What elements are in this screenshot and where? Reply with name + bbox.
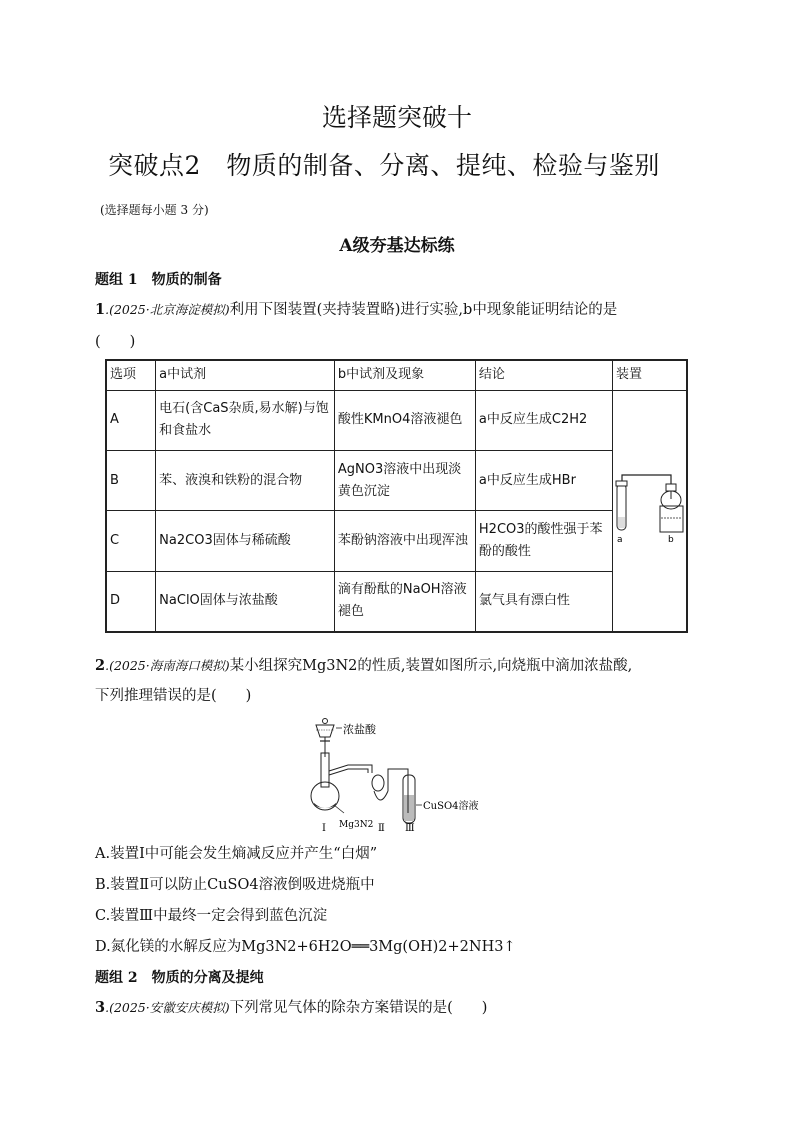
a-reagent-cell: NaClO固体与浓盐酸 xyxy=(156,571,335,631)
table-row xyxy=(106,571,687,631)
header-apparatus: 装置 xyxy=(612,360,687,390)
question-2 xyxy=(95,656,632,676)
apparatus-diagram xyxy=(613,391,686,623)
question-1-answer-paren: ( ) xyxy=(95,334,136,350)
section-title: 选择题突破十 xyxy=(321,103,472,132)
apparatus-label-b: b xyxy=(667,534,674,545)
question-2-option-c: C.装置Ⅲ中最终一定会得到蓝色沉淀 xyxy=(95,908,328,924)
group-2-heading: 题组 2 物质的分离及提纯 xyxy=(95,970,264,986)
label-solution: CuSO4溶液 xyxy=(423,801,479,812)
option-cell: A xyxy=(106,390,156,450)
question-1-source: .(2025·北京海淀模拟) xyxy=(105,302,230,317)
group-1-heading: 题组 1 物质的制备 xyxy=(95,272,222,288)
level-heading: A级夯基达标练 xyxy=(339,236,455,256)
table-row xyxy=(106,390,687,450)
header-option: 选项 xyxy=(106,360,156,390)
question-2-option-d: D.氮化镁的水解反应为Mg3N2+6H2O══3Mg(OH)2+2NH3↑ xyxy=(95,939,516,955)
header-b-reagent: b中试剂及现象 xyxy=(334,360,475,390)
topic-title: 突破点2 物质的制备、分离、提纯、检验与鉴别 xyxy=(108,151,660,180)
conclusion-cell: a中反应生成HBr xyxy=(475,450,612,510)
b-reagent-cell: AgNO3溶液中出现淡黄色沉淀 xyxy=(334,450,475,510)
label-acid: 浓盐酸 xyxy=(343,723,376,736)
question-3 xyxy=(95,998,487,1018)
table-header-row xyxy=(106,360,687,390)
header-a-reagent: a中试剂 xyxy=(156,360,335,390)
b-reagent-cell: 酸性KMnO4溶液褪色 xyxy=(334,390,475,450)
question-2-number: 2 xyxy=(95,657,106,674)
option-cell: C xyxy=(106,511,156,571)
label-solid: Mg3N2 xyxy=(339,820,374,830)
label-apparatus-II: Ⅱ xyxy=(378,823,385,834)
label-apparatus-I: Ⅰ xyxy=(322,823,326,834)
question-1-text: 利用下图装置(夹持装置略)进行实验,b中现象能证明结论的是 xyxy=(229,302,618,318)
question-1-number: 1 xyxy=(95,301,106,318)
conclusion-cell: 氯气具有漂白性 xyxy=(475,571,612,631)
table-row xyxy=(106,450,687,510)
question-2-text-line1: 某小组探究Mg3N2的性质,装置如图所示,向烧瓶中滴加浓盐酸, xyxy=(229,658,633,674)
header-conclusion: 结论 xyxy=(475,360,612,390)
option-cell: B xyxy=(106,450,156,510)
a-reagent-cell: 苯、液溴和铁粉的混合物 xyxy=(156,450,335,510)
apparatus-cell xyxy=(612,390,687,632)
question-1 xyxy=(95,300,617,320)
a-reagent-cell: 电石(含CaS杂质,易水解)与饱和食盐水 xyxy=(156,390,335,450)
conclusion-cell: H2CO3的酸性强于苯酚的酸性 xyxy=(475,511,612,571)
conclusion-cell: a中反应生成C2H2 xyxy=(475,390,612,450)
b-reagent-cell: 苯酚钠溶液中出现浑浊 xyxy=(334,511,475,571)
question-2-text-line2: 下列推理错误的是( ) xyxy=(95,688,252,704)
label-apparatus-III: Ⅲ xyxy=(405,823,415,834)
question-2-apparatus-figure xyxy=(300,713,500,835)
b-reagent-cell: 滴有酚酞的NaOH溶液褪色 xyxy=(334,571,475,631)
option-cell: D xyxy=(106,571,156,631)
apparatus-label-a: a xyxy=(616,534,623,545)
question-3-source: .(2025·安徽安庆模拟) xyxy=(105,1000,230,1015)
score-note: (选择题每小题 3 分) xyxy=(100,203,209,217)
question-2-option-a: A.装置Ⅰ中可能会发生熵减反应并产生“白烟” xyxy=(95,846,378,862)
question-3-number: 3 xyxy=(95,999,106,1016)
question-2-option-b: B.装置Ⅱ可以防止CuSO4溶液倒吸进烧瓶中 xyxy=(95,877,375,893)
question-1-table xyxy=(105,359,688,633)
question-3-text: 下列常见气体的除杂方案错误的是( ) xyxy=(229,1000,488,1016)
table-row xyxy=(106,511,687,571)
question-2-source: .(2025·海南海口模拟) xyxy=(105,658,230,673)
a-reagent-cell: Na2CO3固体与稀硫酸 xyxy=(156,511,335,571)
